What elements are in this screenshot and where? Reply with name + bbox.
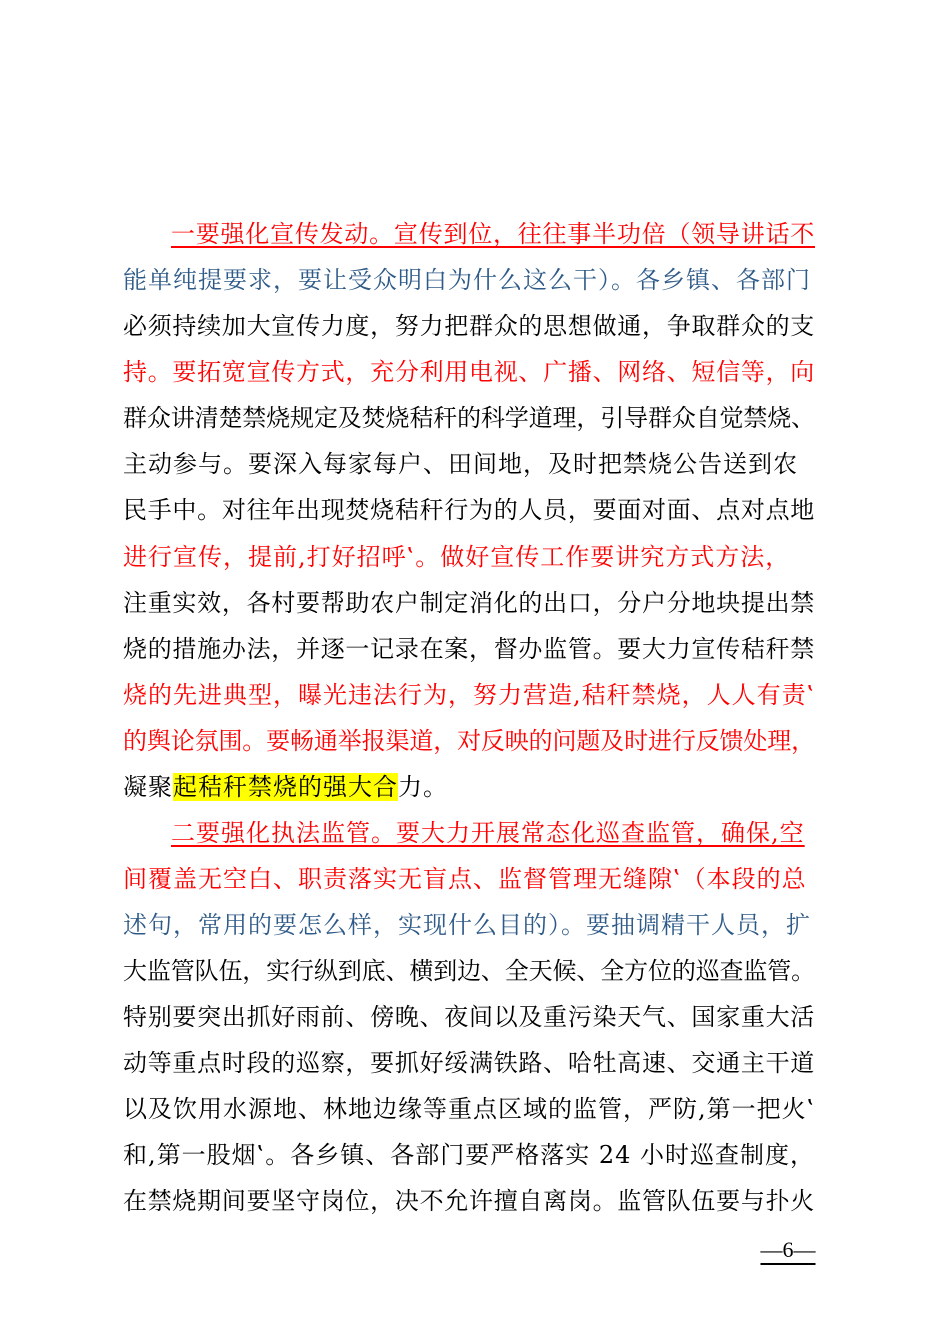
text-segment: 的舆论氛围。要畅通举报渠道，对反映的问题及时进行反馈处理， <box>123 727 815 755</box>
text-line <box>123 537 790 577</box>
text-line <box>123 1181 815 1221</box>
text-segment: 主动参与。要深入每家每户、田间地，及时把禁烧公告送到农 <box>123 450 798 478</box>
text-segment: 能单纯提要求，要让受众明白为什么这么干）。各乡镇、各部门 <box>123 266 811 294</box>
text-segment: 动等重点时段的巡察，要抓好绥满铁路、哈牡高速、交通主干道 <box>123 1049 815 1077</box>
text-segment: 在禁烧期间要坚守岗位，决不允许擅自离岗。监管队伍要与扑火 <box>123 1187 815 1215</box>
text-line <box>123 444 798 484</box>
text-segment: 凝聚 <box>123 773 173 801</box>
text-line <box>123 859 807 899</box>
text-segment: 进行宣传，提前,打好招呼‛。做好宣传工作要讲究方式方法， <box>123 543 791 571</box>
text-line <box>123 767 448 807</box>
text-line <box>123 1089 815 1129</box>
text-line <box>123 352 815 392</box>
text-segment: 二要强化执法监管。要大力开展常态化巡查监管，确保,空 <box>171 819 805 847</box>
text-line <box>123 951 815 991</box>
text-segment: 一要强化宣传发动。宣传到位，往往事半功倍（领导讲话不 <box>171 220 815 248</box>
text-segment: 间覆盖无空白、职责落实无盲点、监督管理无缝隙‛（本段的总 <box>123 865 807 893</box>
text-line <box>123 1043 815 1083</box>
text-segment: 大监管队伍，实行纵到底、横到边、全天候、全方位的巡查监管。 <box>123 957 815 985</box>
text-line <box>123 490 815 530</box>
text-line <box>123 629 815 669</box>
text-segment: 持。要拓宽宣传方式，充分利用电视、广播、网络、短信等，向 <box>123 358 815 386</box>
text-line <box>171 214 815 254</box>
text-line <box>123 260 811 300</box>
text-segment: 起秸秆禁烧的强大合 <box>173 773 398 801</box>
text-line <box>123 306 815 346</box>
text-line <box>123 997 815 1037</box>
text-line <box>171 813 805 853</box>
text-line <box>123 398 815 438</box>
text-line <box>123 675 815 715</box>
text-segment: 群众讲清楚禁烧规定及焚烧秸秆的科学道理，引导群众自觉禁烧、 <box>123 404 815 432</box>
text-line <box>123 905 811 945</box>
text-segment: 以及饮用水源地、林地边缘等重点区域的监管，严防,第一把火‛ <box>123 1095 816 1123</box>
text-segment: 述句，常用的要怎么样，实现什么目的）。要抽调精干人员，扩 <box>123 911 811 939</box>
text-line <box>123 721 815 761</box>
text-segment: 必须持续加大宣传力度，努力把群众的思想做通，争取群众的支 <box>123 312 815 340</box>
text-segment: 和,第一股烟‛。各乡镇、各部门要严格落实 24 小时巡查制度， <box>123 1141 816 1169</box>
text-segment: 烧的先进典型，曝光违法行为，努力营造,秸秆禁烧，人人有责‛ <box>123 681 816 709</box>
page-number: —6— <box>760 1237 816 1262</box>
text-segment: 力。 <box>398 773 448 801</box>
text-line <box>123 583 815 623</box>
text-line <box>123 1135 815 1175</box>
text-segment: 注重实效，各村要帮助农户制定消化的出口，分户分地块提出禁 <box>123 589 815 617</box>
text-segment: 烧的措施办法，并逐一记录在案，督办监管。要大力宣传秸秆禁 <box>123 635 815 663</box>
text-segment: 民手中。对往年出现焚烧秸秆行为的人员，要面对面、点对点地 <box>123 496 815 524</box>
text-segment: 特别要突出抓好雨前、傍晚、夜间以及重污染天气、国家重大活 <box>123 1003 815 1031</box>
